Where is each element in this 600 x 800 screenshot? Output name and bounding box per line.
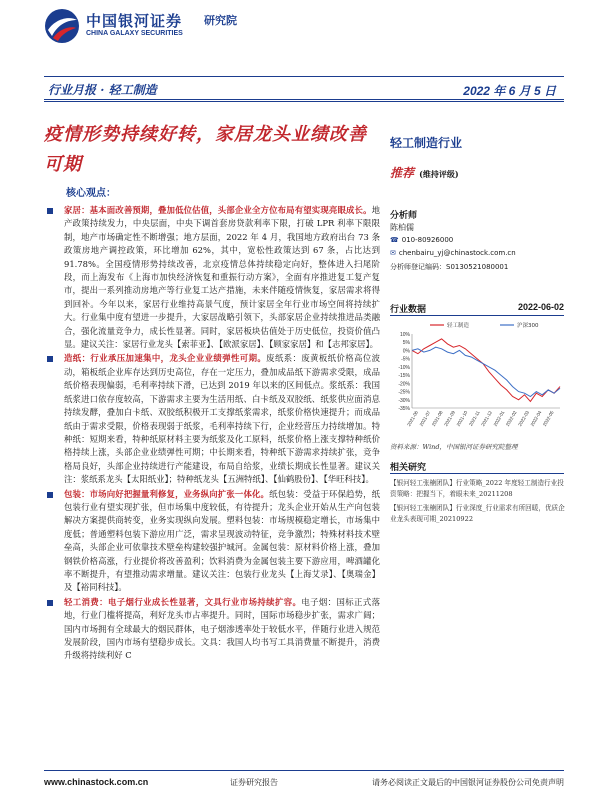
rating-line [390, 162, 459, 181]
y-tick-label: -35% [398, 406, 410, 412]
report-type: 行业月报 [48, 83, 97, 97]
paragraph-lead: 造纸：行业承压加速集中，龙头企业业绩弹性可期。 [64, 353, 267, 364]
report-body [44, 204, 380, 764]
market-data-date: 2022-06-02 [517, 302, 564, 312]
page-footer [44, 770, 564, 792]
bullet-icon [47, 208, 53, 214]
email-icon: ✉ [390, 249, 396, 257]
related-item[interactable]: 【银河轻工张楠团队】行业深度_行业需求有所回暖，优质企业龙头表现可期_20210922 [390, 504, 565, 523]
galaxy-logo-icon [44, 8, 80, 44]
y-tick-label: 10% [399, 332, 410, 338]
paragraph-furniture [44, 204, 380, 351]
y-tick-label: -10% [398, 364, 410, 371]
y-tick-label: -5% [401, 356, 410, 363]
bullet-icon [47, 600, 53, 606]
paragraph-lead: 轻工消费：电子烟行业成长性显著，文具行业市场持续扩容。 [64, 596, 302, 607]
x-tick-label: 2021-11 [468, 410, 481, 427]
rating-note: (维持评级) [419, 169, 459, 179]
company-name-en: CHINA GALAXY SECURITIES [86, 30, 183, 37]
market-data-header [390, 302, 564, 316]
rating-value: 推荐 [390, 166, 415, 180]
email-line [390, 249, 516, 257]
x-tick-label: 2022-05 [541, 410, 555, 428]
paragraph-lead: 家居：基本面改善预期，叠加低位估值，头部企业全方位布局有望实现亮眼成长。 [64, 205, 372, 215]
y-tick-label: -20% [398, 381, 410, 388]
paragraph-paper [44, 352, 380, 486]
company-name-cn: 中国银河证券 [86, 12, 183, 30]
chart-source: 资料来源：Wind，中国银河证券研究院整理 [390, 443, 518, 451]
analyst-name: 陈柏儒 [390, 223, 414, 232]
x-tick-label: 2022-04 [529, 410, 543, 428]
footer-url[interactable]: www.chinastock.com.cn [44, 777, 149, 787]
related-list [390, 478, 566, 528]
bullet-icon [47, 356, 53, 362]
report-title: 疫情形势持续好转，家居龙头业绩改善可期 [44, 124, 367, 175]
institute-label: 研究院 [204, 14, 237, 27]
report-type-line [48, 81, 157, 98]
footer-report-label: 证券研究报告 [230, 778, 278, 787]
keypoints-label: 核心观点： [66, 188, 116, 199]
x-tick-label: 2022-02 [504, 410, 518, 428]
report-industry: 轻工制造 [108, 83, 157, 97]
x-tick-label: 2021-10 [455, 410, 469, 428]
report-header [0, 0, 600, 52]
x-tick-label: 2021-06 [406, 410, 420, 428]
footer-disclaimer: 请务必阅读正文最后的中国银河证券股份公司免责声明 [372, 778, 564, 787]
x-tick-label: 2021-07 [418, 410, 432, 428]
bullet-icon [47, 492, 53, 498]
related-item[interactable]: 【银河轻工张楠团队】行业策略_2022 年度轻工制造行业投资策略：把握当下，着眼未来_20211208 [390, 479, 564, 498]
analyst-email: chenbairu_yj@chinastock.com.cn [398, 249, 516, 257]
sidebar-industry: 轻工制造行业 [390, 136, 463, 150]
y-tick-label: -25% [398, 389, 410, 396]
performance-chart [390, 318, 564, 440]
analyst-phone: 010-80926000 [401, 236, 454, 244]
market-data-heading: 行业数据 [390, 305, 427, 315]
related-heading: 相关研究 [390, 460, 564, 474]
report-meta-bar [44, 76, 564, 102]
paragraph-lead: 包装：市场向好把握量利修复，业务纵向扩张一体化。 [64, 488, 270, 499]
x-tick-label: 2022-03 [517, 410, 531, 428]
paragraph-text: 地产政策持续发力，中央层面，中央下调首套房贷款利率下限，打破 LPR 利率下限限制，地产市场确定性不断增强；地方层面，2022 年 4 月，我国地方政府出台 73 条政策房地产调控政策，环比增加 62%，其中，宽松性政策达到 67 条，占比达到 91.78%。全国疫情形势持续改善，北京疫情总体持续稳定向好，整体进入扫尾阶段，而上海发布《上海市加快经济恢复和重振行动方案》，全面有序推进复工复产复市，提出一系列推动房地产等行业复工达产措施，未来伴随疫情恢复，家居需求将得到回补。今年以来，家居行业维持高景气度，预计家居全年行业市场空间将持续扩大。行业集中度有望进一步提升，大家居战略引领下，头部家居企业持续推进品类融合，强化流量竞争力，成长性显著。同时，家居板块估值处于历史低位，投资价值凸显。建议关注：家居行业龙头【索菲亚】、【欧派家居】、【顾家家居】和【志邦家居】。 [64, 205, 380, 350]
legend-label: 轻工制造 [447, 323, 470, 329]
y-tick-label: 0% [402, 348, 410, 355]
analyst-cert: 分析师登记编码：S0130521080001 [390, 263, 509, 271]
meta-separator: · [100, 83, 105, 97]
x-tick-label: 2021-09 [443, 410, 457, 428]
x-tick-label: 2021-12 [480, 410, 494, 428]
paragraph-text: 电子烟：国标正式落地，行业门槛将提高，利好龙头市占率提升。同时，国际市场稳步扩张，需求广阔；国内市场拥有全球最大的烟民群体，电子烟渗透率处于较低水平，伴随行业进入规范发展阶段，国内市场有望稳步成长。文具：我国人均书写工具消费量不断提升，消费升级将持续利好 C [64, 596, 380, 661]
x-tick-label: 2021-08 [430, 410, 444, 428]
y-tick-label: -15% [398, 373, 410, 380]
x-tick-label: 2022-01 [492, 410, 506, 428]
report-date: 2022 年 6 月 5 日 [463, 84, 556, 98]
phone-icon: ☎ [390, 236, 399, 244]
y-tick-label: 5% [402, 340, 410, 347]
analyst-heading: 分析师 [390, 211, 418, 221]
paragraph-packaging [44, 488, 380, 595]
phone-line [390, 236, 453, 244]
paragraph-text: 纸包装：受益于环保趋势，纸包装行业有望实现扩张，但市场集中度较低，有待提升；龙头企业开始从生产向包装解决方案提供商转变，业务实现纵向发展。塑料包装：市场规模稳定增长，市场集中度低；普通塑料包装下游应用广泛，需求呈现波动特征，竞争激烈；特殊材料技术壁垒高，头部企业可依靠技术壁垒构建较强护城河。金属包装：原材料价格上涨，叠加钢铁价格高涨，行业提价将改善盈利；饮料消费为金属包装主要下游应用，啤酒罐化率不断提升，有望推动需求增量。建议关注：包装行业龙头【上海艾录】、【奥瑞金】及【裕同科技】。 [64, 488, 380, 593]
legend-label: 沪深300 [517, 323, 539, 329]
y-tick-label: -30% [398, 397, 410, 404]
paragraph-text: 废纸系：废黄板纸价格高位波动，箱板纸企业库存达到历史高位，存在一定压力，叠加成品纸下游需求受限，成品纸价格表现偏弱，毛利率持续下滑，已达到 2019 年以来的区间低点。浆纸系：我国纸浆进口依存度较高，下游需求主要为生活用纸、白卡纸及双胶纸、纸浆供应面消息持续发酵，叠加白卡纸、双胶纸积极开工支撑纸浆需求，纸浆价格快速提升；而成品纸由于需求受限，价格表现弱于纸浆，毛利率持续下行，企业经营压力持续增加。特种纸：短期来看，特种纸原材料主要为纸浆及化工原料，纸浆价格上涨支撑特种纸价格持续上涨，头部企业业绩弹性可期；中长期来看，特种纸下游需求持续扩张，竞争格局良好，头部企业持续进行产能建设，布局自给浆，业绩长期成长性显著。建议关注：浆纸系龙头【太阳纸业】；特种纸龙头【五洲特纸】、【仙鹤股份】、【华旺科技】。 [64, 353, 380, 485]
series-line [412, 347, 560, 396]
paragraph-consumer [44, 596, 380, 663]
